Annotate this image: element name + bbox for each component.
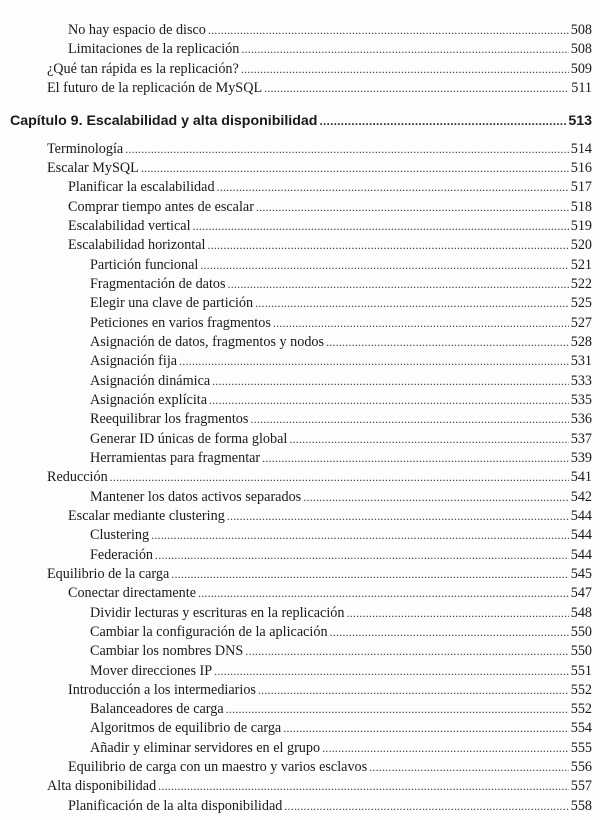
toc-entry-title: Herramientas para fragmentar bbox=[90, 449, 261, 466]
toc-entry-title: Partición funcional bbox=[90, 256, 199, 273]
toc-entry-page-number: 533 bbox=[570, 372, 592, 389]
toc-entry-title: Escalar mediante clustering bbox=[68, 507, 225, 524]
toc-entry bbox=[0, 217, 592, 236]
chapter-title: Capítulo 9. Escalabilidad y alta disponibilidad bbox=[10, 113, 318, 130]
dot-leader bbox=[171, 565, 568, 584]
toc-previous-section bbox=[0, 21, 600, 98]
toc-entry bbox=[0, 372, 592, 391]
toc-entry bbox=[0, 565, 592, 584]
toc-entry-title: Escalabilidad horizontal bbox=[68, 237, 206, 254]
toc-entry bbox=[0, 449, 592, 468]
toc-entry-title: Conectar directamente bbox=[68, 585, 197, 602]
toc-entry-page-number: 520 bbox=[570, 237, 592, 254]
dot-leader bbox=[226, 700, 569, 719]
toc-entry-page-number: 545 bbox=[570, 565, 592, 582]
toc-entry bbox=[0, 391, 592, 410]
dot-leader bbox=[255, 294, 569, 313]
toc-entry-title: Reequilibrar los fragmentos bbox=[90, 411, 249, 428]
dot-leader bbox=[214, 662, 569, 681]
toc-entry-title: No hay espacio de disco bbox=[68, 22, 206, 38]
dot-leader bbox=[346, 604, 568, 623]
toc-entry bbox=[0, 623, 592, 642]
toc-entry-title: Peticiones en varios fragmentos bbox=[90, 314, 271, 331]
toc-entry-title: Asignación de datos, fragmentos y nodos bbox=[90, 333, 325, 350]
toc-entry-title: Escalar MySQL bbox=[47, 159, 139, 176]
toc-entry bbox=[0, 739, 592, 758]
toc-entry-page-number: 550 bbox=[570, 623, 592, 640]
toc-entry-title: Cambiar los nombres DNS bbox=[90, 643, 244, 660]
dot-leader bbox=[110, 468, 569, 487]
toc-entry-title: Planificar la escalabilidad bbox=[68, 179, 215, 196]
dot-leader bbox=[212, 372, 569, 391]
toc-entry bbox=[0, 681, 592, 700]
toc-chapter-entries bbox=[0, 140, 600, 816]
toc-entry-page-number: 514 bbox=[570, 140, 592, 157]
toc-entry-title: Generar ID únicas de forma global bbox=[90, 430, 288, 447]
toc-entry-page-number: 547 bbox=[570, 585, 592, 602]
toc-entry-title: Asignación fija bbox=[90, 353, 178, 370]
dot-leader bbox=[283, 719, 568, 738]
toc-entry-title: Terminología bbox=[47, 140, 124, 157]
toc-entry-page-number: 511 bbox=[571, 79, 592, 96]
dot-leader bbox=[289, 430, 568, 449]
dot-leader bbox=[155, 546, 569, 565]
toc-entry-title: Fragmentación de datos bbox=[90, 275, 226, 292]
dot-leader bbox=[330, 623, 569, 642]
dot-leader bbox=[209, 391, 569, 410]
toc-entry bbox=[0, 275, 592, 294]
toc-entry-title: El futuro de la replicación de MySQL bbox=[47, 79, 263, 96]
dot-leader bbox=[227, 507, 569, 526]
dot-leader bbox=[198, 584, 569, 603]
toc-entry bbox=[0, 604, 592, 623]
toc-entry-page-number: 509 bbox=[570, 60, 592, 77]
toc-entry-page-number: 557 bbox=[570, 778, 592, 795]
dot-leader bbox=[241, 60, 569, 79]
toc-entry-title: Planificación de la alta disponibilidad bbox=[68, 797, 283, 814]
toc-entry-page-number: 558 bbox=[570, 797, 592, 814]
toc-entry bbox=[0, 294, 592, 313]
toc-entry-page-number: 527 bbox=[570, 314, 592, 331]
toc-entry bbox=[0, 333, 592, 352]
toc-entry-title: Equilibrio de carga con un maestro y varios esclavos bbox=[68, 759, 368, 776]
dot-leader bbox=[141, 159, 569, 178]
toc-entry-page-number: 537 bbox=[570, 430, 592, 447]
toc-entry-page-number: 522 bbox=[570, 275, 592, 292]
toc-entry-page-number: 535 bbox=[570, 391, 592, 408]
toc-entry bbox=[0, 546, 592, 565]
dot-leader bbox=[125, 140, 568, 159]
toc-entry-page-number: 552 bbox=[570, 701, 592, 718]
toc-entry bbox=[0, 352, 592, 371]
dot-leader bbox=[319, 112, 566, 131]
toc-entry-page-number: 531 bbox=[570, 353, 592, 370]
toc-entry-page-number: 544 bbox=[570, 527, 592, 544]
dot-leader bbox=[322, 739, 569, 758]
toc-entry-title: ¿Qué tan rápida es la replicación? bbox=[47, 60, 239, 77]
chapter-heading bbox=[0, 112, 592, 131]
toc-entry-title: Dividir lecturas y escrituras en la replicación bbox=[90, 604, 345, 621]
toc-entry-page-number: 544 bbox=[570, 507, 592, 524]
toc-entry bbox=[0, 178, 592, 197]
toc-entry-page-number: 551 bbox=[570, 662, 592, 679]
toc-entry bbox=[0, 79, 592, 98]
dot-leader bbox=[241, 40, 568, 59]
toc-entry-page-number: 552 bbox=[570, 681, 592, 698]
toc-entry-title: Comprar tiempo antes de escalar bbox=[68, 198, 254, 215]
toc-entry-page-number: 536 bbox=[570, 411, 592, 428]
toc-entry bbox=[0, 488, 592, 507]
toc-entry-title: Limitaciones de la replicación bbox=[68, 41, 240, 58]
toc-entry-page-number: 548 bbox=[570, 604, 592, 621]
toc-entry bbox=[0, 758, 592, 777]
toc-entry bbox=[0, 507, 592, 526]
table-of-contents bbox=[0, 21, 600, 816]
toc-entry-page-number: 541 bbox=[570, 469, 592, 486]
dot-leader bbox=[151, 526, 569, 545]
dot-leader bbox=[217, 178, 569, 197]
dot-leader bbox=[256, 198, 569, 217]
toc-entry-page-number: 517 bbox=[570, 179, 592, 196]
dot-leader bbox=[228, 275, 569, 294]
toc-entry bbox=[0, 642, 592, 661]
toc-entry bbox=[0, 797, 592, 816]
dot-leader bbox=[326, 333, 569, 352]
toc-entry-title: Algoritmos de equilibrio de carga bbox=[90, 720, 282, 737]
toc-entry bbox=[0, 430, 592, 449]
dot-leader bbox=[208, 21, 569, 40]
toc-entry-page-number: 518 bbox=[570, 198, 592, 215]
toc-entry bbox=[0, 584, 592, 603]
dot-leader bbox=[158, 777, 569, 796]
toc-entry bbox=[0, 662, 592, 681]
toc-entry bbox=[0, 21, 592, 40]
toc-entry-title: Mantener los datos activos separados bbox=[90, 488, 302, 505]
toc-entry bbox=[0, 236, 592, 255]
toc-entry-title: Clustering bbox=[90, 527, 150, 544]
toc-entry-page-number: 550 bbox=[570, 643, 592, 660]
dot-leader bbox=[179, 352, 569, 371]
toc-entry-title: Mover direcciones IP bbox=[90, 662, 213, 679]
toc-entry-page-number: 525 bbox=[570, 295, 592, 312]
toc-entry bbox=[0, 60, 592, 79]
toc-entry-page-number: 556 bbox=[570, 759, 592, 776]
toc-entry-page-number: 555 bbox=[570, 739, 592, 756]
dot-leader bbox=[262, 449, 569, 468]
toc-entry bbox=[0, 314, 592, 333]
toc-entry-page-number: 521 bbox=[570, 256, 592, 273]
toc-entry bbox=[0, 159, 592, 178]
toc-entry-page-number: 519 bbox=[570, 217, 592, 234]
toc-entry-title: Equilibrio de la carga bbox=[47, 565, 170, 582]
toc-entry-title: Introducción a los intermediarios bbox=[68, 681, 256, 698]
toc-entry-title: Cambiar la configuración de la aplicación bbox=[90, 623, 328, 640]
toc-entry-title: Asignación dinámica bbox=[90, 372, 211, 389]
toc-entry bbox=[0, 40, 592, 59]
dot-leader bbox=[303, 488, 569, 507]
dot-leader bbox=[264, 79, 569, 98]
toc-entry-title: Federación bbox=[90, 546, 154, 563]
toc-entry bbox=[0, 468, 592, 487]
toc-entry bbox=[0, 526, 592, 545]
dot-leader bbox=[284, 797, 568, 816]
toc-entry-title: Balanceadores de carga bbox=[90, 701, 224, 718]
dot-leader bbox=[208, 236, 569, 255]
dot-leader bbox=[245, 642, 568, 661]
toc-entry-page-number: 508 bbox=[570, 22, 592, 38]
dot-leader bbox=[273, 314, 569, 333]
toc-entry bbox=[0, 140, 592, 159]
toc-entry-page-number: 539 bbox=[570, 449, 592, 466]
toc-entry bbox=[0, 410, 592, 429]
toc-entry-page-number: 508 bbox=[570, 41, 592, 58]
dot-leader bbox=[193, 217, 569, 236]
dot-leader bbox=[258, 681, 569, 700]
toc-entry bbox=[0, 700, 592, 719]
toc-entry-page-number: 544 bbox=[570, 546, 592, 563]
toc-entry-title: Añadir y eliminar servidores en el grupo bbox=[90, 739, 321, 756]
toc-entry bbox=[0, 777, 592, 796]
toc-entry-page-number: 554 bbox=[570, 720, 592, 737]
toc-entry-title: Alta disponibilidad bbox=[47, 778, 157, 795]
toc-entry bbox=[0, 256, 592, 275]
dot-leader bbox=[369, 758, 569, 777]
toc-entry-title: Elegir una clave de partición bbox=[90, 295, 254, 312]
toc-entry-title: Escalabilidad vertical bbox=[68, 217, 191, 234]
toc-entry-page-number: 542 bbox=[570, 488, 592, 505]
dot-leader bbox=[200, 256, 568, 275]
toc-entry bbox=[0, 719, 592, 738]
toc-entry-page-number: 516 bbox=[570, 159, 592, 176]
toc-entry-title: Reducción bbox=[47, 469, 108, 486]
dot-leader bbox=[250, 410, 568, 429]
toc-entry bbox=[0, 198, 592, 217]
toc-entry-title: Asignación explícita bbox=[90, 391, 208, 408]
chapter-page-number: 513 bbox=[568, 113, 592, 130]
toc-entry-page-number: 528 bbox=[570, 333, 592, 350]
